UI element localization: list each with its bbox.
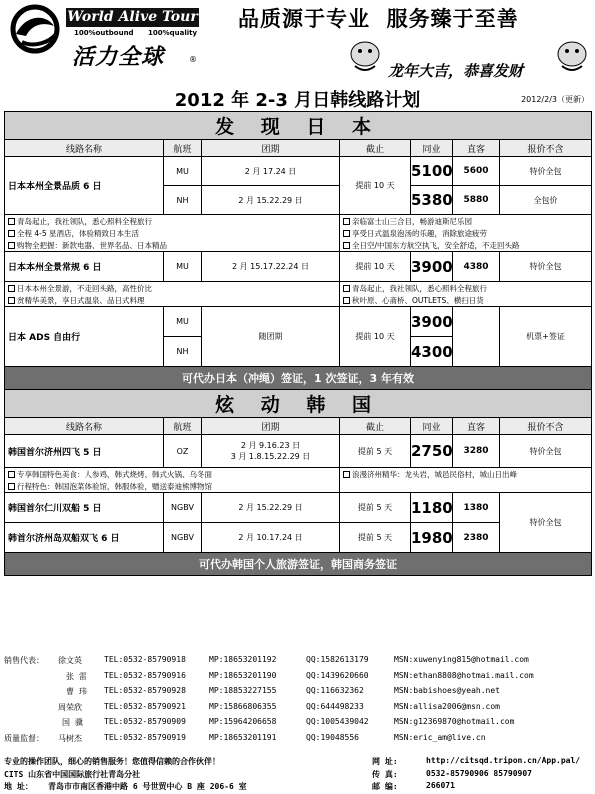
col-header: 团期 (202, 418, 340, 435)
contact-name: 曹 玮 (66, 687, 87, 696)
registered-mark: ® (189, 55, 197, 64)
deadline: 提前 10 天 (340, 157, 411, 215)
tour-dates: 2 月 15.22.29 日 (202, 493, 340, 523)
zip-label: 邮 编: (372, 782, 398, 791)
visa-banner-japan: 可代办日本（冲绳）签证，1 次签证，3 年有效 (5, 367, 592, 390)
contact-mobile: MP:18653201190 (209, 670, 277, 680)
contact-name: 徐文英 (58, 656, 82, 665)
brand-name-cn: 活力全球 (72, 45, 165, 70)
col-header: 同业 (411, 140, 453, 157)
flight: MU (164, 252, 202, 282)
price-excludes: 特价全包 (500, 493, 592, 553)
price-excludes: 特价全包 (500, 157, 592, 186)
contact-msn[interactable]: MSN:g12369870@hotmail.com (394, 717, 515, 726)
checkbox-bullet-icon (343, 242, 350, 249)
checkbox-bullet-icon (343, 471, 350, 478)
supervisor-label: 质量监督： (4, 733, 44, 743)
contact-mobile: MP:15964206658 (209, 717, 277, 726)
website-link[interactable]: http://citsqd.tripon.cn/App.pal/ (426, 756, 581, 765)
contact-qq: QQ:644498233 (306, 701, 364, 711)
contact-qq: QQ:1439620660 (306, 670, 369, 680)
contact-msn[interactable]: MSN:babishoes@yeah.net (394, 686, 500, 695)
contact-mobile: MP:18653201191 (209, 732, 277, 742)
peer-price: 1980 (411, 523, 453, 553)
tour-dates: 2 月 15.22.29 日 (202, 186, 340, 215)
visa-banner-korea: 可代办韩国个人旅游签证，韩国商务签证 (5, 553, 592, 576)
contact-tel: TEL:0532-85790928 (104, 686, 186, 695)
direct-price: 5600 (453, 157, 500, 186)
note: 赏精华美景，享日式温泉、品日式料理 (5, 294, 340, 307)
peer-price: 4300 (411, 337, 453, 367)
dragon-icon (345, 38, 385, 74)
contact-tel: TEL:0532-85790909 (104, 717, 186, 726)
contact-qq: QQ:1582613179 (306, 655, 369, 664)
col-header: 截止 (340, 418, 411, 435)
peer-price: 5100 (411, 157, 453, 186)
col-header: 航班 (164, 418, 202, 435)
address: 青岛市市南区香港中路 6 号世贸中心 B 座 206-6 室 (48, 782, 247, 791)
tour-dates: 2 月 9.16.23 日 3 月 1.8.15.22.29 日 (202, 435, 340, 468)
peer-price: 1180 (411, 493, 453, 523)
zip-code: 266071 (426, 781, 455, 790)
direct-price: 3280 (453, 435, 500, 468)
checkbox-bullet-icon (8, 242, 15, 249)
contact-msn[interactable]: MSN:allisa2006@msn.com (394, 701, 500, 711)
contact-qq: QQ:116632362 (306, 686, 364, 695)
direct-price: 5880 (453, 186, 500, 215)
deadline: 提前 5 天 (340, 523, 411, 553)
fax-number: 0532-85790906 85790907 (426, 768, 532, 778)
contact-mobile: MP:18853227155 (209, 686, 277, 695)
deadline: 提前 10 天 (340, 252, 411, 282)
note: 亲临富士山三合目，畅游迪斯尼乐园 (340, 215, 592, 228)
contact-msn[interactable]: MSN:xuwenying815@hotmail.com (394, 655, 529, 664)
contact-tel: TEL:0532-85790919 (104, 732, 186, 742)
col-header: 直客 (453, 418, 500, 435)
outbound-tagline: 100%outbound (74, 29, 134, 37)
route-name: 日本本州全景常规 6 日 (5, 252, 164, 282)
col-header: 直客 (453, 140, 500, 157)
col-header: 截止 (340, 140, 411, 157)
direct-price: 1380 (453, 493, 500, 523)
flight: NGBV (164, 493, 202, 523)
checkbox-bullet-icon (8, 285, 15, 292)
new-year-greeting: 龙年大吉，恭喜发财 (388, 62, 524, 80)
checkbox-bullet-icon (343, 285, 350, 292)
checkbox-bullet-icon (343, 297, 350, 304)
price-excludes: 特价全包 (500, 435, 592, 468)
tour-dates: 2 月 15.17.22.24 日 (202, 252, 340, 282)
route-table (4, 111, 591, 576)
note: 专享韩国特色美食：人参鸡、韩式烧烤、韩式火锅、乌冬面 (5, 468, 340, 481)
col-header: 同业 (411, 418, 453, 435)
tour-dates: 2 月 10.17.24 日 (202, 523, 340, 553)
checkbox-bullet-icon (8, 230, 15, 237)
contact-name: 张 雷 (66, 671, 87, 681)
note: 行程特色：韩国泡菜体验馆，韩服体验，赠送泰迪熊博物馆 (5, 480, 340, 493)
contact-msn[interactable]: MSN:eric_am@live.cn (394, 732, 486, 742)
flight: NH (164, 337, 202, 367)
route-name: 日本本州全景品质 6 日 (5, 157, 164, 215)
contact-tel: TEL:0532-85790918 (104, 655, 186, 664)
price-excludes: 全包价 (500, 186, 592, 215)
peer-price: 2750 (411, 435, 453, 468)
col-header: 线路名称 (5, 140, 164, 157)
flight: NH (164, 186, 202, 215)
route-name: 韩首尔济州岛双船双飞 6 日 (5, 523, 164, 553)
section-title-korea: 炫 动 韩 国 (5, 390, 592, 418)
contact-tel: TEL:0532-85790921 (104, 701, 186, 711)
contact-name: 国 骥 (62, 718, 83, 727)
price-excludes: 特价全包 (500, 252, 592, 282)
note: 全日空/中国东方航空执飞，安全舒适，不走回头路 (340, 239, 592, 252)
section-title-japan: 发 现 日 本 (5, 112, 592, 140)
footer (4, 756, 591, 794)
checkbox-bullet-icon (8, 471, 15, 478)
route-name: 日本 ADS 自由行 (5, 307, 164, 367)
col-header: 线路名称 (5, 418, 164, 435)
contact-name: 周荣欣 (58, 702, 82, 712)
flight: OZ (164, 435, 202, 468)
note: 青岛起止，我社领队，悉心照料全程旅行 (5, 215, 340, 228)
note: 青岛起止，我社领队，悉心照料全程旅行 (340, 282, 592, 295)
page-title: 2012 年 2-3 月日韩线路计划 (174, 90, 421, 111)
deadline: 提前 10 天 (340, 307, 411, 367)
deadline: 提前 5 天 (340, 435, 411, 468)
tour-dates: 随团期 (202, 307, 340, 367)
note: 购物全把握：新款电器、世界名品、日本精品 (5, 239, 340, 252)
update-date: 2012/2/3（更新） (521, 95, 589, 104)
peer-price: 3900 (411, 252, 453, 282)
flight: MU (164, 307, 202, 337)
note: 秋叶原、心斋桥、OUTLETS、横扫日货 (340, 294, 592, 307)
checkbox-bullet-icon (8, 218, 15, 225)
note: 享受日式温泉泡汤的乐趣，消除旅途疲劳 (340, 227, 592, 239)
contact-mobile: MP:15866806355 (209, 701, 277, 711)
note: 浪漫济州精华：龙头岩，城邑民俗村，城山日出峰 (340, 468, 592, 481)
agency-name: CITS 山东省中国国际旅行社青岛分社 (4, 769, 141, 779)
contact-tel: TEL:0532-85790916 (104, 670, 186, 680)
web-label: 网 址: (372, 757, 398, 766)
col-header: 报价不含 (500, 418, 592, 435)
note-empty (340, 480, 592, 493)
contact-mobile: MP:18653201192 (209, 655, 277, 664)
contact-name: 马树杰 (58, 733, 82, 743)
peer-price: 5380 (411, 186, 453, 215)
flight: NGBV (164, 523, 202, 553)
quality-tagline: 100%quality (148, 29, 198, 37)
note: 全程 4-5 星酒店，体验精致日本生活 (5, 227, 340, 239)
peer-price: 3900 (411, 307, 453, 337)
col-header: 团期 (202, 140, 340, 157)
flight: MU (164, 157, 202, 186)
price-excludes: 机票+签证 (500, 307, 592, 367)
contact-qq: QQ:19048556 (306, 732, 359, 742)
fax-label: 传 真: (372, 769, 398, 779)
deadline: 提前 5 天 (340, 493, 411, 523)
col-header: 报价不含 (500, 140, 592, 157)
direct-price: 2380 (453, 523, 500, 553)
checkbox-bullet-icon (8, 483, 15, 490)
tour-dates: 2 月 17.24 日 (202, 157, 340, 186)
route-name: 韩国首尔济州四飞 5 日 (5, 435, 164, 468)
checkbox-bullet-icon (8, 297, 15, 304)
address-label: 地 址： (4, 782, 33, 791)
checkbox-bullet-icon (343, 230, 350, 237)
direct-price-empty (453, 307, 500, 367)
logo-emblem (4, 4, 66, 54)
note: 日本本州全景游，不走回头路，高性价比 (5, 282, 340, 295)
footer-tagline: 专业的操作团队，细心的销售服务！您值得信赖的合作伙伴！ (4, 757, 220, 766)
dragon-icon (552, 38, 592, 74)
sales-label: 销售代表： (4, 656, 44, 665)
checkbox-bullet-icon (343, 218, 350, 225)
col-header: 航班 (164, 140, 202, 157)
slogan: 品质源于专业 服务臻于至善 (238, 7, 519, 31)
brand-name-en: World Alive Tour (67, 9, 198, 25)
contact-msn[interactable]: MSN:ethan8808@hotmai.mail.com (394, 670, 534, 680)
direct-price: 4380 (453, 252, 500, 282)
contact-qq: QQ:1005439042 (306, 717, 369, 726)
route-name: 韩国首尔仁川双船 5 日 (5, 493, 164, 523)
